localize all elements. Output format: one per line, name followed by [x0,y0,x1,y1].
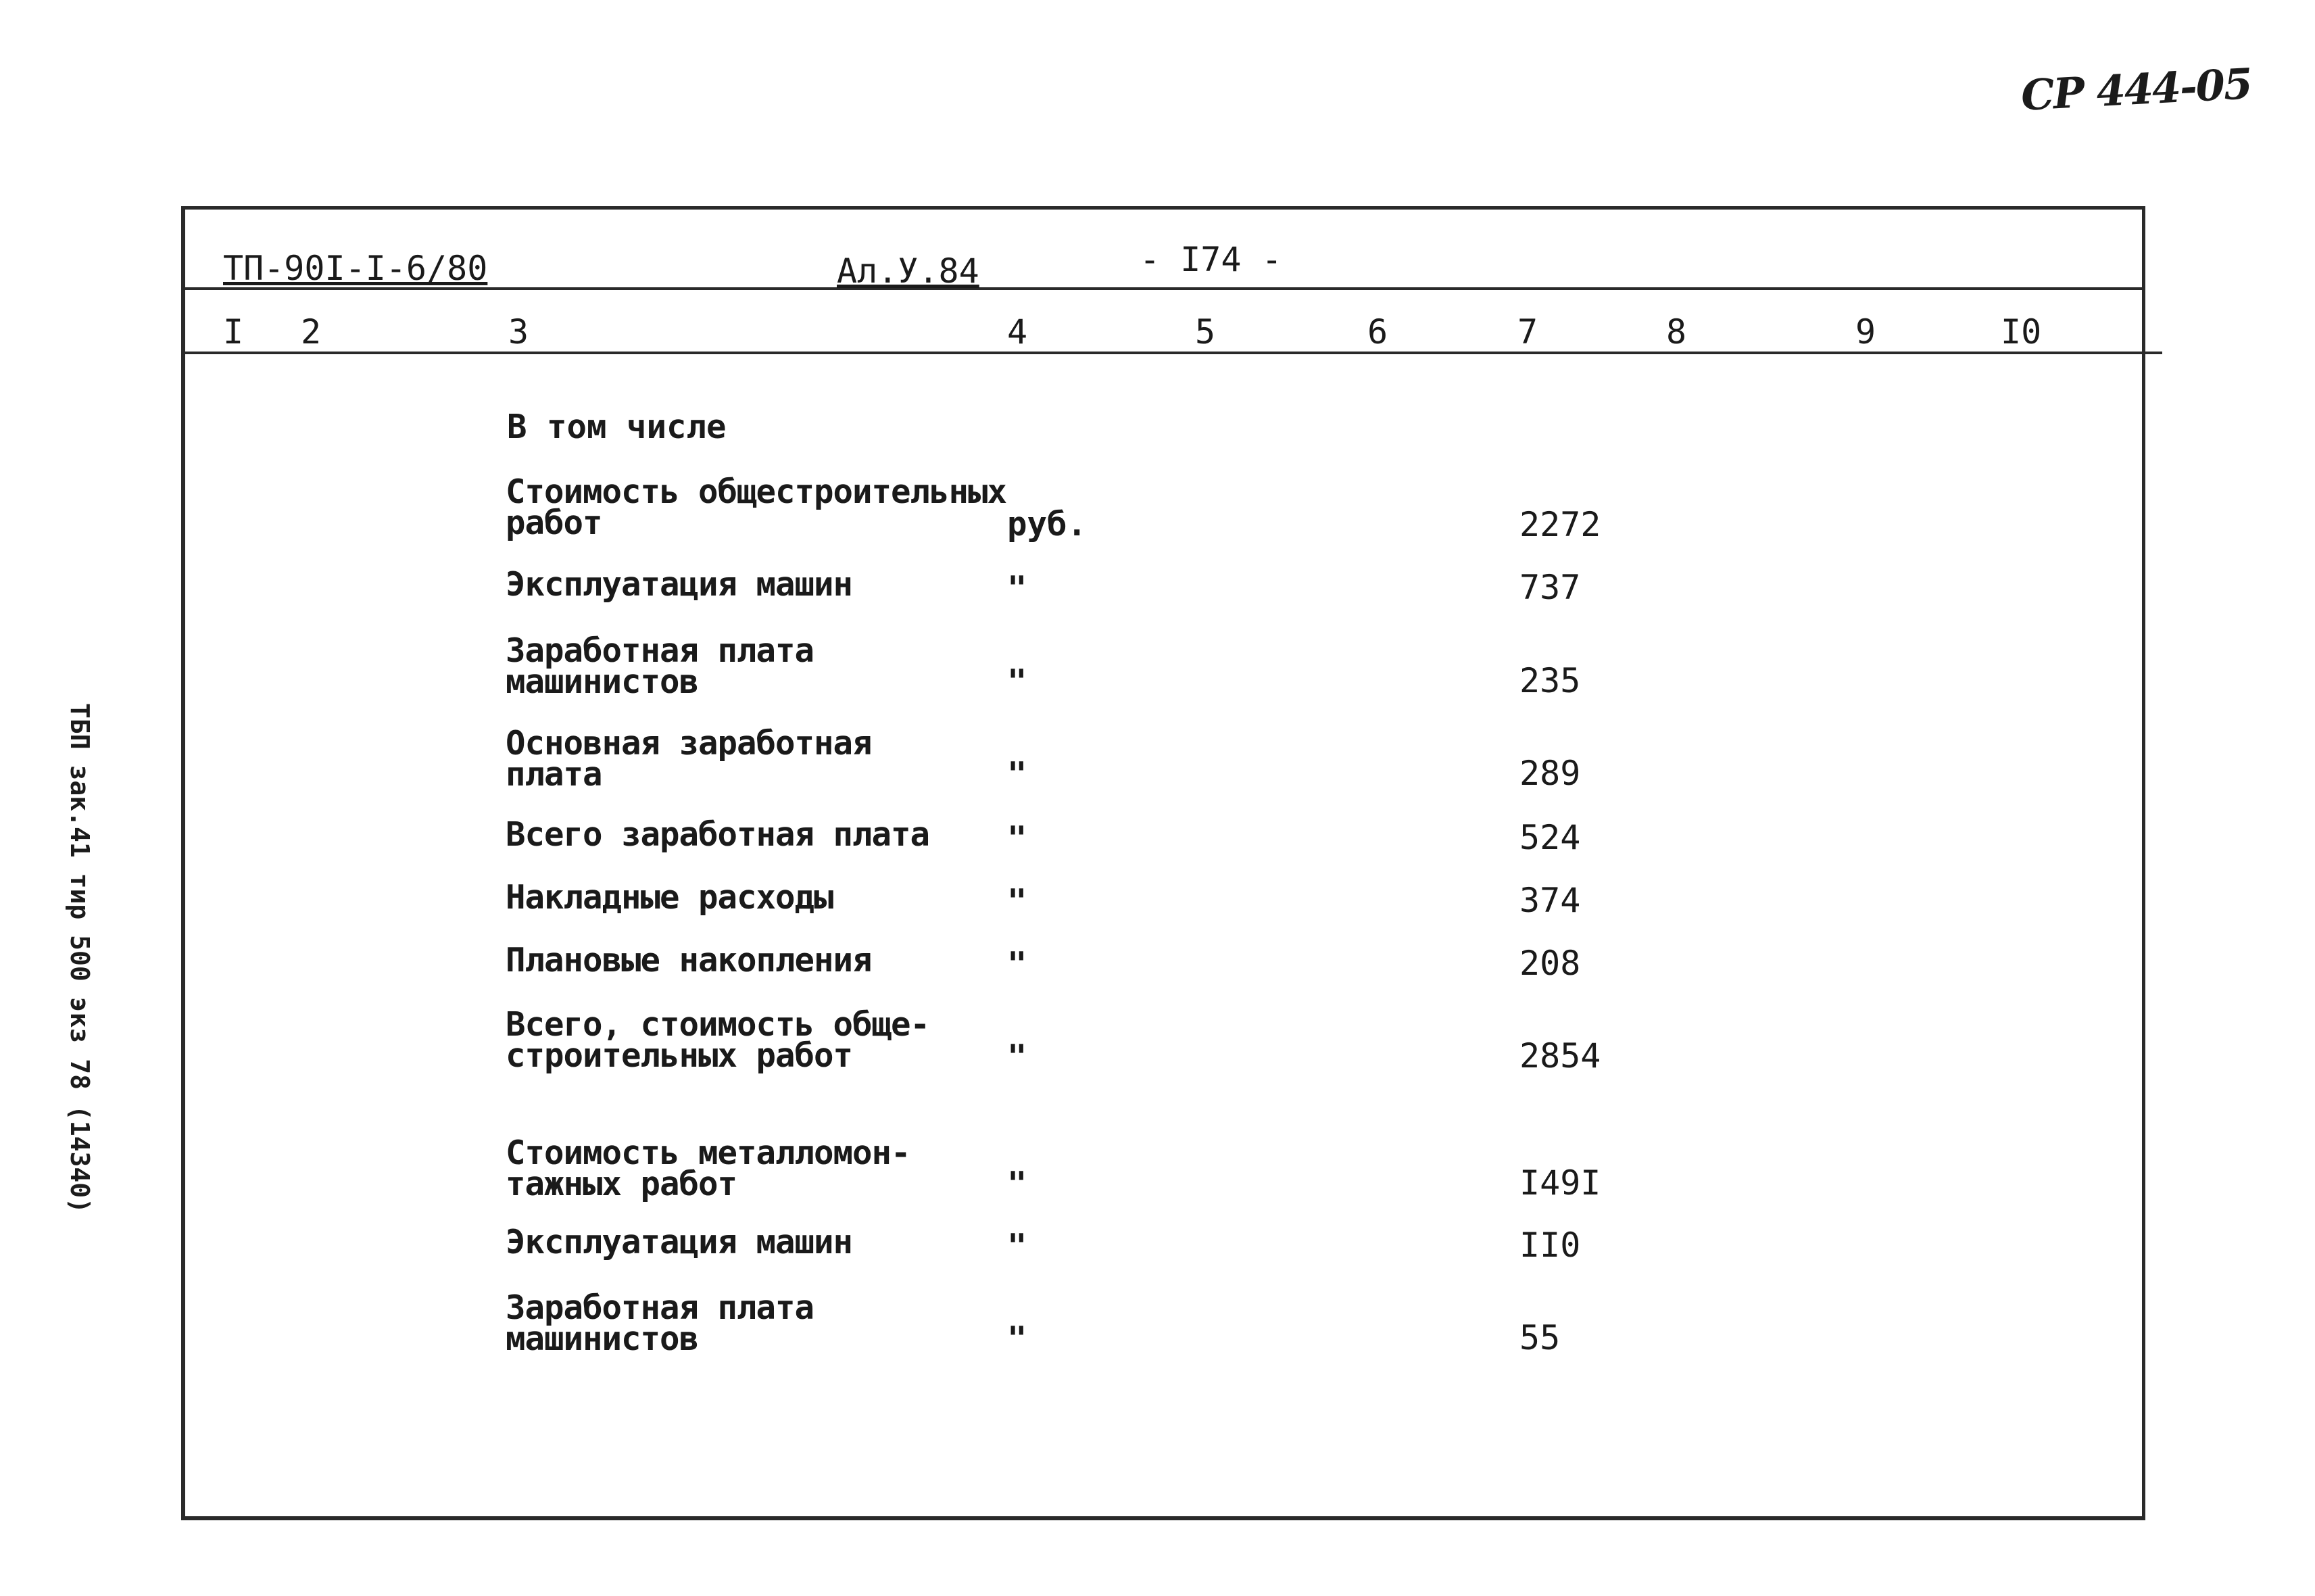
print-run-note: ТБП зак.41 тир 500 экз 78 (14340) [65,703,95,1213]
row-label: Плановые накопления [506,941,872,980]
row-unit: " [1007,1165,1027,1203]
column-number-10: I0 [2001,312,2042,352]
row-label: Эксплуатация машин [506,565,853,604]
column-number-2: 2 [301,312,322,352]
row-unit: " [1007,1320,1027,1358]
row-unit: руб. [1007,505,1088,543]
row-unit: " [1007,662,1027,701]
album-code: Ал.У.84 [837,251,979,291]
row-label: Основная заработная плата [506,724,872,794]
column-number-3: 3 [508,312,529,352]
page-number: - I74 - [1140,240,1282,279]
row-unit: " [1007,945,1027,984]
row-label: Стоимость общестроительных работ [506,473,1007,542]
row-label: Накладные расходы [506,878,833,917]
row-unit: " [1007,819,1027,858]
column-number-7: 7 [1517,312,1538,352]
column-number-1: I [223,312,244,352]
row-value: 55 [1519,1318,1561,1357]
row-value: II0 [1519,1226,1581,1265]
row-label: Стоимость металломон- тажных работ [506,1134,910,1203]
row-value: 524 [1519,818,1581,857]
column-number-9: 9 [1855,312,1876,352]
archive-stamp: СР 444-05 [2020,59,2253,120]
row-value: 289 [1519,754,1581,793]
row-value: 235 [1519,661,1581,700]
row-value: 737 [1519,568,1581,607]
table-frame [181,206,2145,1520]
row-label: Эксплуатация машин [506,1223,853,1261]
column-number-8: 8 [1666,312,1687,352]
column-number-6: 6 [1367,312,1388,352]
row-unit: " [1007,882,1027,921]
row-value: 2272 [1519,505,1601,544]
row-label: Всего заработная плата [506,815,930,854]
row-value: I49I [1519,1163,1601,1203]
row-label: Заработная плата машинистов [506,631,814,701]
row-label: Всего, стоимость обще- строительных работ [506,1005,930,1075]
row-value: 374 [1519,881,1581,920]
row-value: 2854 [1519,1036,1601,1075]
row-unit: " [1007,1227,1027,1265]
section-intro: В том числе [507,408,727,446]
row-unit: " [1007,1038,1027,1076]
column-number-4: 4 [1007,312,1028,352]
row-value: 208 [1519,944,1581,983]
column-number-5: 5 [1195,312,1216,352]
row-label: Заработная плата машинистов [506,1288,814,1358]
row-unit: " [1007,569,1027,608]
row-unit: " [1007,755,1027,794]
header-rule-columns [185,352,2162,354]
document-code: ТП-90I-I-6/80 [223,249,488,288]
